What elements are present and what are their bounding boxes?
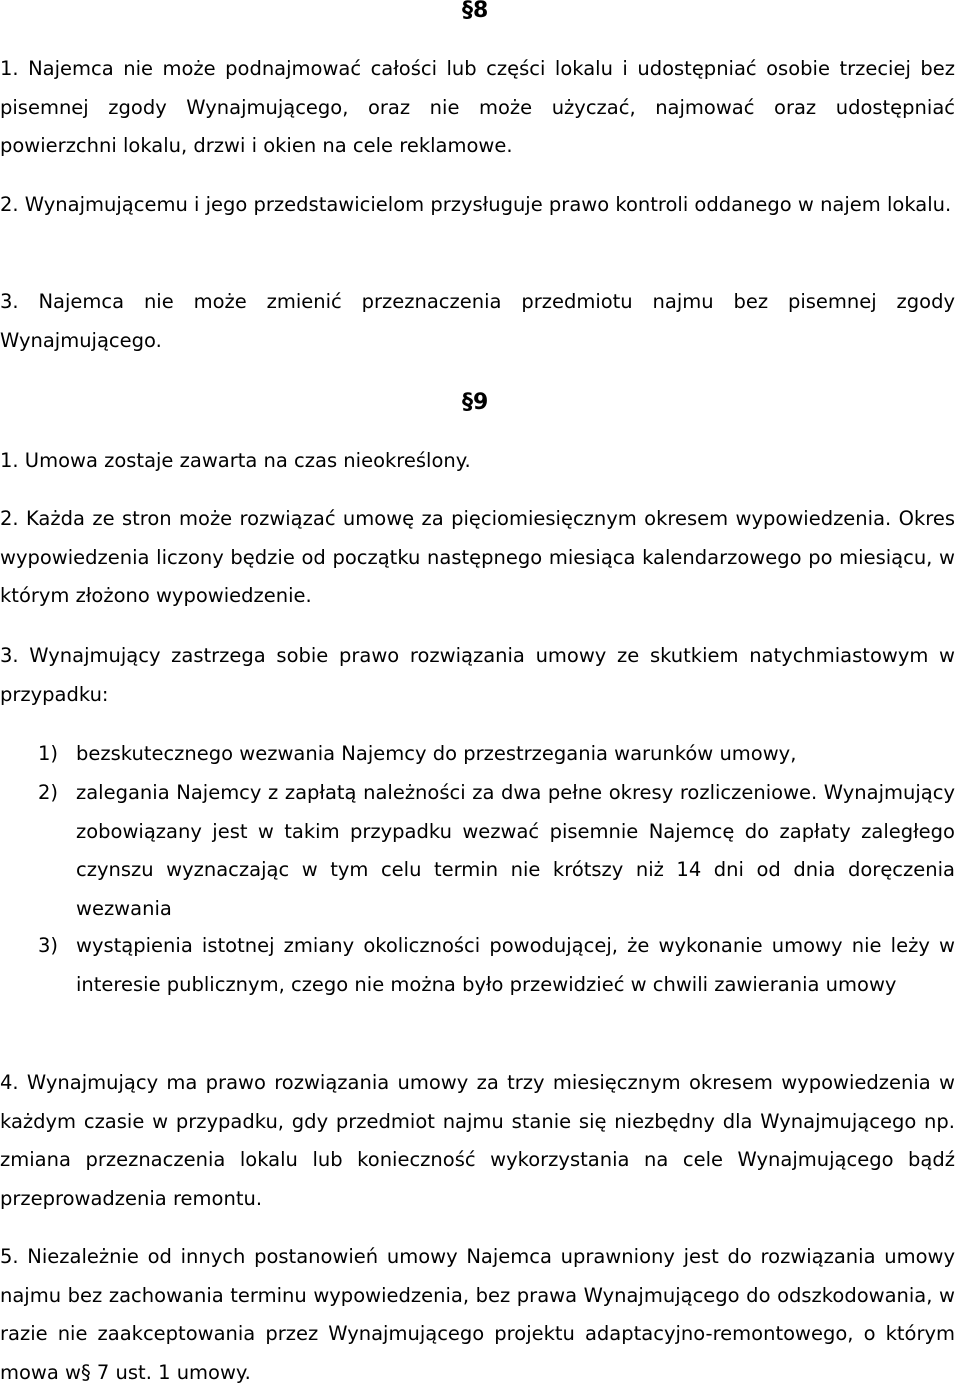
list-item-text: wystąpienia istotnej zmiany okoliczności powodującej, że wykonanie umowy nie leży w interesie publicznym, czego nie można było przewidzieć w chwili zawierania umowy — [76, 934, 955, 996]
section-9-paragraph-2: 2. Każda ze stron może rozwiązać umowę za pięciomiesięcznym okresem wypowiedzenia. Okres wypowiedzenia liczony będzie od początku następnego miesiąca kalendarzowego po miesiącu, w którym złożono wypowiedzenie. — [0, 507, 955, 607]
section-9-paragraph-3: 3. Wynajmujący zastrzega sobie prawo rozwiązania umowy ze skutkiem natychmiastowym w przypadku: — [0, 644, 955, 706]
section-8-paragraph-1: 1. Najemca nie może podnajmować całości lub części lokalu i udostępniać osobie trzeciej bez pisemnej zgody Wynajmującego, oraz nie może użyczać, najmować oraz udostępniać powierzchni lokalu, drzwi i okien na cele reklamowe. — [0, 57, 955, 157]
list-item-number: 2) — [38, 781, 59, 804]
list-item-text: zalegania Najemcy z zapłatą należności za dwa pełne okresy rozliczeniowe. Wynajmujący zobowiązany jest w takim przypadku wezwać pisemnie Najemcę do zapłaty zaległego czynszu wyznaczając w tym celu termin nie krótszy niż 14 dni od dnia doręczenia wezwania — [76, 781, 955, 920]
section-8-heading: §8 — [462, 0, 489, 23]
section-9-paragraph-5: 5. Niezależnie od innych postanowień umowy Najemca uprawniony jest do rozwiązania umowy najmu bez zachowania terminu wypowiedzenia, bez prawa Wynajmującego do odszkodowania, w razie nie zaakceptowania przez Wynajmującego projektu adaptacyjno-remontowego, o którym mowa w§ 7 ust. 1 umowy. — [0, 1245, 955, 1384]
list-item-number: 1) — [38, 742, 59, 765]
list-item-text: bezskutecznego wezwania Najemcy do przestrzegania warunków umowy, — [76, 742, 797, 765]
section-8-paragraph-2: 2. Wynajmującemu i jego przedstawicielom przysługuje prawo kontroli oddanego w najem lokalu. — [0, 193, 952, 216]
list-item-number: 3) — [38, 934, 59, 957]
section-9-paragraph-1: 1. Umowa zostaje zawarta na czas nieokreślony. — [0, 449, 471, 472]
section-9-heading: §9 — [462, 390, 489, 415]
section-9-paragraph-4: 4. Wynajmujący ma prawo rozwiązania umowy za trzy miesięcznym okresem wypowiedzenia w każdym czasie w przypadku, gdy przedmiot najmu stanie się niezbędny dla Wynajmującego np. zmiana przeznaczenia lokalu lub konieczność wykorzystania na cele Wynajmującego bądź przeprowadzenia remontu. — [0, 1071, 955, 1210]
section-8-paragraph-3: 3. Najemca nie może zmienić przeznaczenia przedmiotu najmu bez pisemnej zgody Wynajmującego. — [0, 290, 955, 352]
